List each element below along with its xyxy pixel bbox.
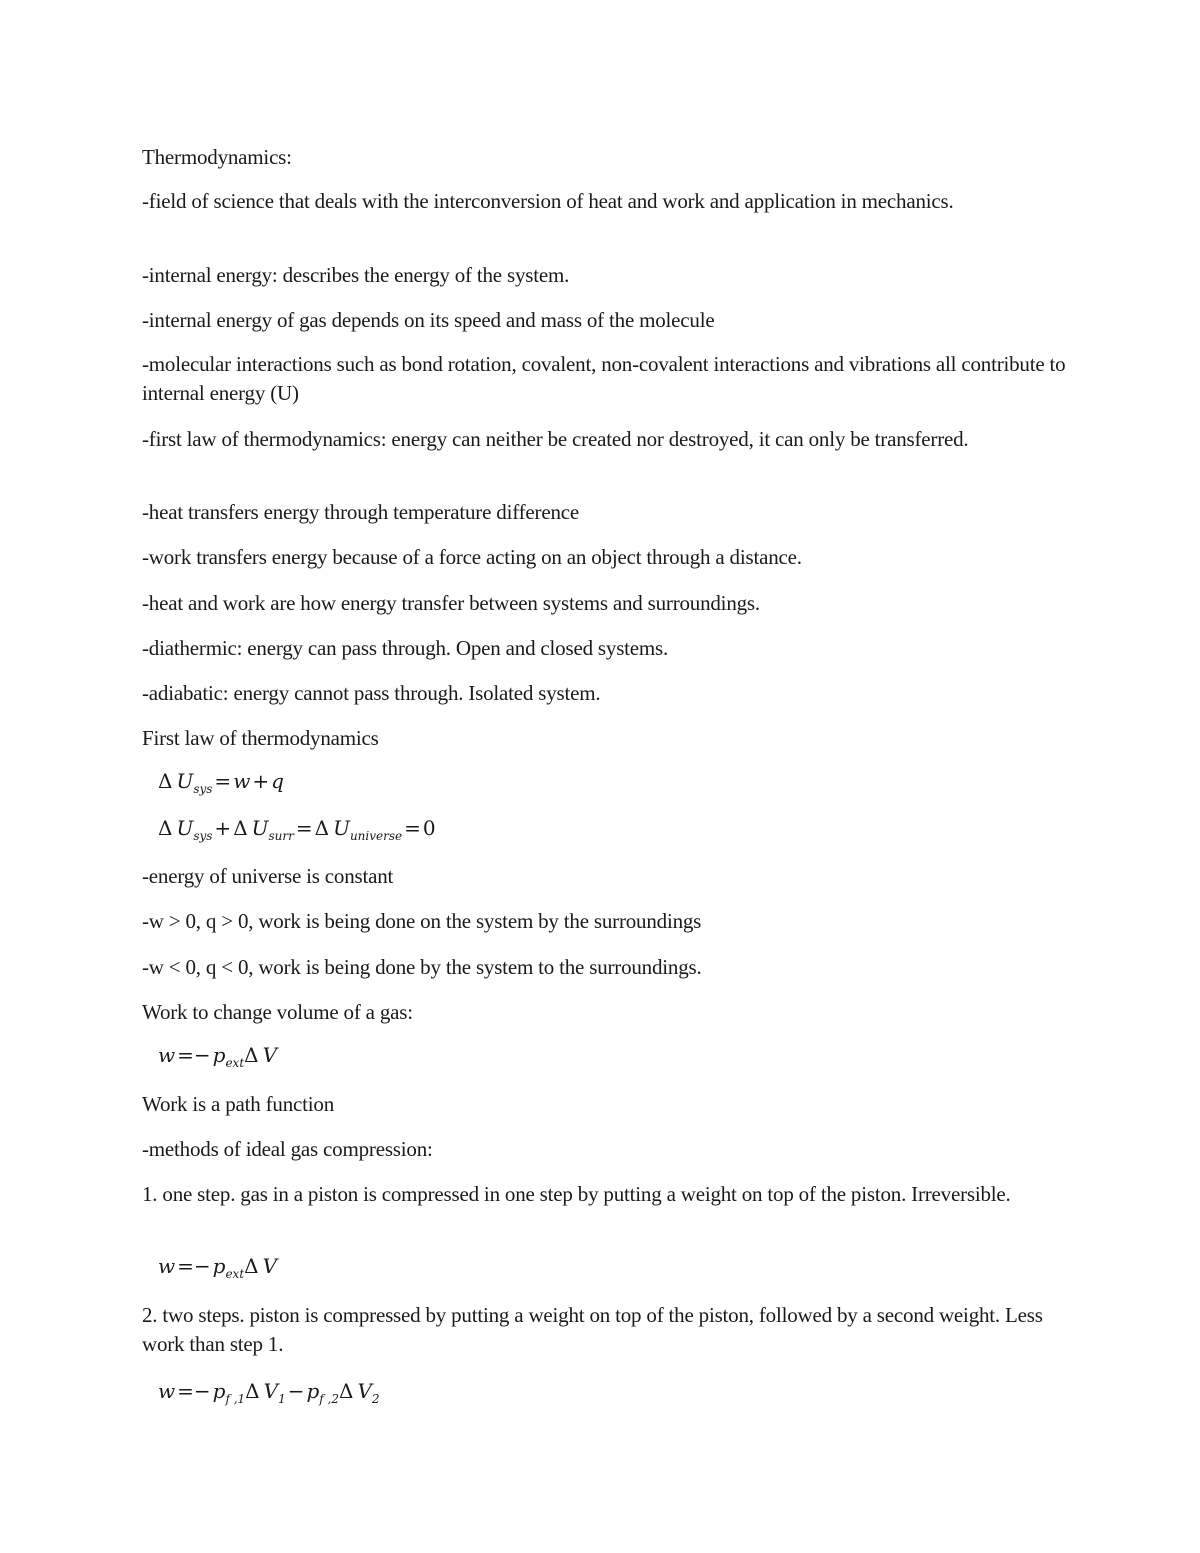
note-path-function: Work is a path function: [142, 1092, 334, 1116]
heading-first-law: First law of thermodynamics: [142, 726, 379, 750]
note-energy-universe: -energy of universe is constant: [142, 864, 394, 888]
equation-work-pext-1: $w =- p_{ext}\Delta$ V: [158, 1043, 278, 1070]
note-w-positive: -w > 0, q > 0, work is being done on the system by the surroundings: [142, 909, 702, 933]
equation-work-two-step: $w =- p_{f ,1}\Delta$ $V_1 - p_{f ,2}\Delta$ $V_2$: [158, 1379, 380, 1406]
note-compression-methods: -methods of ideal gas compression:: [142, 1137, 433, 1161]
note-work-transfers: -work transfers energy because of a force acting on an object through a distance.: [142, 545, 802, 569]
heading-work-volume: Work to change volume of a gas:: [142, 1000, 413, 1024]
note-w-negative: -w < 0, q < 0, work is being done by the system to the surroundings.: [142, 955, 702, 979]
note-field-of-science: -field of science that deals with the interconversion of heat and work and application in mechanics.: [142, 189, 954, 213]
note-heat-and-work: -heat and work are how energy transfer between systems and surroundings.: [142, 591, 760, 615]
note-two-steps: 2. two steps. piston is compressed by putting a weight on top of the piston, followed by a second weight. Less work than step 1.: [142, 1303, 1048, 1356]
equation-work-pext-2: $w =- p_{ext}\Delta$ V: [158, 1254, 278, 1281]
note-internal-energy: -internal energy: describes the energy of the system.: [142, 263, 570, 287]
note-internal-energy-gas: -internal energy of gas depends on its speed and mass of the molecule: [142, 308, 715, 332]
note-one-step: 1. one step. gas in a piston is compressed in one step by putting a weight on top of the piston. Irreversible.: [142, 1182, 1011, 1206]
note-first-law: -first law of thermodynamics: energy can neither be created nor destroyed, it can only be transferred.: [142, 427, 969, 451]
note-diathermic: -diathermic: energy can pass through. Open and closed systems.: [142, 636, 669, 660]
note-molecular-interactions: -molecular interactions such as bond rotation, covalent, non-covalent interactions and vibrations all contribute to internal energy (U): [142, 352, 1071, 405]
note-adiabatic: -adiabatic: energy cannot pass through. Isolated system.: [142, 681, 601, 705]
equation-delta-u-universe: Δ $U_{sys} + \Delta$ $U_{surr} = \Delta$ $U_{universe} = 0$: [158, 816, 436, 843]
equation-delta-u-sys: Δ $U_{sys} = w + q$: [158, 769, 284, 796]
heading-thermodynamics: Thermodynamics:: [142, 145, 292, 169]
note-heat-transfers: -heat transfers energy through temperature difference: [142, 500, 579, 524]
